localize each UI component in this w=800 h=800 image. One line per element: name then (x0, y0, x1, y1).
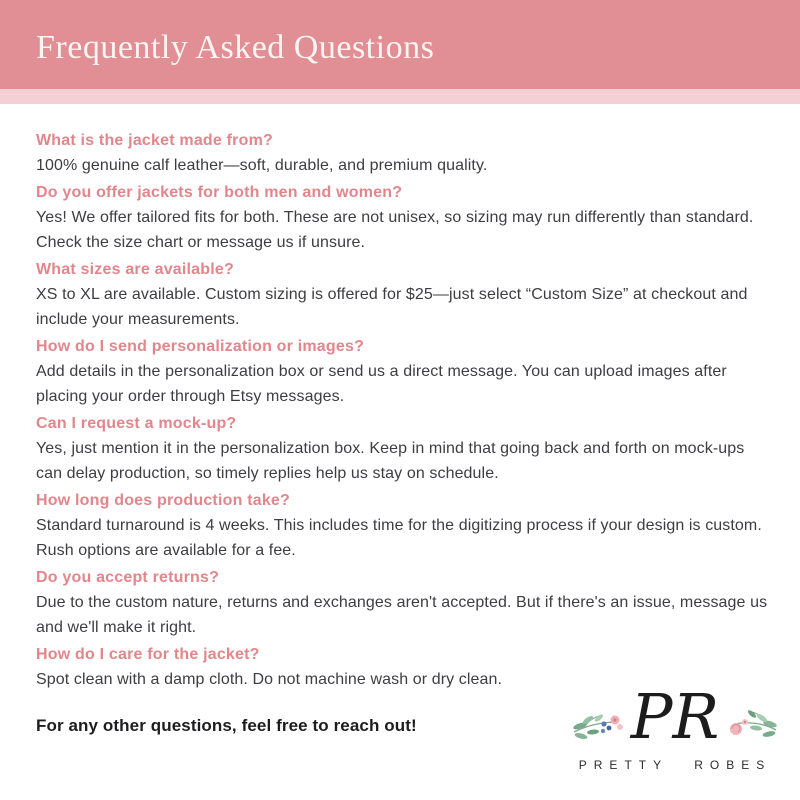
brand-wordmark: PRETTY ROBES (578, 758, 772, 772)
faq-item (36, 565, 772, 640)
faq-question: Can I request a mock-up? (36, 415, 237, 432)
floral-right-icon (730, 709, 778, 738)
page-header (0, 0, 800, 89)
brand-monogram-graphic (566, 680, 784, 756)
faq-list (36, 126, 772, 692)
faq-item (36, 128, 772, 178)
faq-item (36, 411, 772, 486)
footer-note: For any other questions, feel free to reach out! (36, 716, 417, 735)
faq-answer: Yes, just mention it in the personalization box. Keep in mind that going back and forth on mock-ups can delay production, so timely replies help us stay on schedule. (36, 440, 745, 482)
faq-question: Do you accept returns? (36, 569, 220, 586)
faq-question: Do you offer jackets for both men and women? (36, 184, 403, 201)
accent-band (0, 89, 800, 104)
faq-question: What sizes are available? (36, 261, 234, 278)
faq-answer: Spot clean with a damp cloth. Do not machine wash or dry clean. (36, 671, 503, 688)
faq-answer: Standard turnaround is 4 weeks. This includes time for the digitizing process if your design is custom. Rush options are available for a fee. (36, 517, 762, 559)
svg-text:PR: PR (630, 680, 720, 753)
faq-answer: Add details in the personalization box or send us a direct message. You can upload images after placing your order through Etsy messages. (36, 363, 727, 405)
faq-question: How do I send personalization or images? (36, 338, 365, 355)
faq-question: How do I care for the jacket? (36, 646, 260, 663)
faq-item (36, 488, 772, 563)
brand-logo (566, 680, 784, 772)
faq-question: What is the jacket made from? (36, 132, 273, 149)
faq-answer: 100% genuine calf leather—soft, durable, and premium quality. (36, 157, 488, 174)
faq-item (36, 180, 772, 255)
faq-answer: XS to XL are available. Custom sizing is offered for $25—just select “Custom Size” at checkout and include your measurements. (36, 286, 748, 328)
faq-item (36, 334, 772, 409)
floral-left-icon (572, 713, 623, 740)
faq-question: How long does production take? (36, 492, 290, 509)
faq-answer: Due to the custom nature, returns and exchanges aren't accepted. But if there's an issue, message us and we'll make it right. (36, 594, 768, 636)
page-title: Frequently Asked Questions (36, 29, 435, 66)
faq-answer: Yes! We offer tailored fits for both. These are not unisex, so sizing may run differently than standard. Check the size chart or message us if unsure. (36, 209, 754, 251)
faq-item (36, 257, 772, 332)
